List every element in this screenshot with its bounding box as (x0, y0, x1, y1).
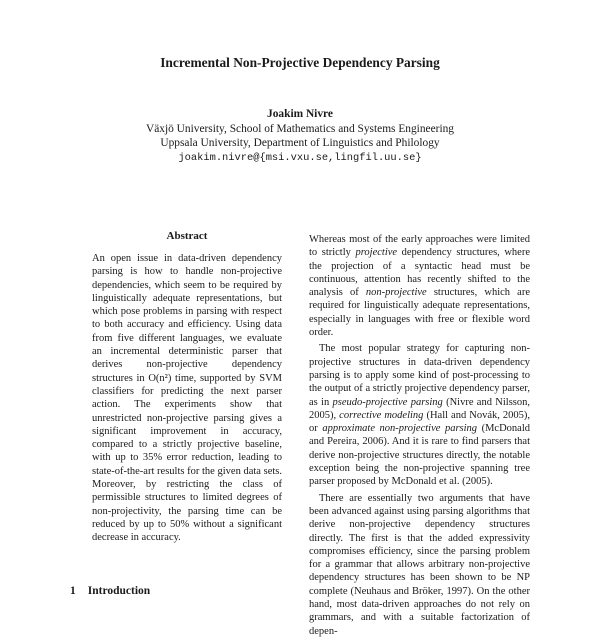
text-run: Whereas most of the early approaches were limited to strictly (309, 234, 530, 259)
paper-title: Incremental Non-Projective Dependency Parsing (160, 55, 440, 70)
intro-paragraph-2 (309, 342, 530, 488)
text-run: (McDonald and Pereira, 2006). And it is rare to find parsers that derive non-projective structures directly, the notable exception being the non-projective spanning tree parser proposed by McDonald et al. (2005). (309, 423, 531, 488)
text-run: dependency structures, where the projection of a syntactic head must be continuous, attention has recently shifted to the analysis of (309, 247, 530, 299)
emphasis: corrective modeling (339, 409, 424, 421)
text-run: (Nivre and Nilsson, 2005), (309, 396, 530, 421)
section-number: 1 (70, 585, 76, 597)
emphasis: projective (355, 247, 398, 259)
author-affiliation-1: Växjö University, School of Mathematics and Systems Engineering (145, 122, 455, 135)
text-run: (Hall and Novák, 2005), or (309, 409, 531, 435)
abstract-column (92, 252, 282, 545)
author-name: Joakim Nivre (267, 108, 333, 120)
abstract-text: An open issue in data-driven dependency parsing is how to handle non-projective dependencies, which seem to be required by linguistically adequate representations, but which pose problems in parsing with respect to both accuracy and efficiency. Using data from five different languages, we evaluate an incremental deterministic parser that derives non-projective dependency structures in O(n²) time, supported by SVM classifiers for predicting the next parser action. The experiments show that unrestricted non-projective parsing gives a significant improvement in accuracy, compared to a strictly projective baseline, with up to 35% error reduction, leading to state-of-the-art results for the given data sets. Moreover, by restricting the class of permissible structures to limited degrees of non-projectivity, the parsing time can be reduced by up to 50% without a significant decrease in accuracy. (92, 253, 282, 544)
author-email: joakim.nivre@{msi.vxu.se,lingfil.uu.se} (178, 151, 422, 164)
intro-paragraph-1 (309, 233, 530, 339)
text-run: The most popular strategy for capturing non-projective structures in data-driven dependency parsing is to apply some kind of post-processing to the output of a strictly projective dependency parser, as in (309, 343, 530, 408)
intro-paragraph-3: There are essentially two arguments that have been advanced against using parsing algorithms that derive non-projective dependency structures directly. The first is that the added expressivity compromises efficiency, since the parsing problem for a grammar that allows arbitrary non-projective dependency structures has been shown to be NP complete (Neuhaus and Bröker, 1997). On the other hand, most data-driven approaches do not rely on grammars, and with a suitable factorization of depen- (309, 492, 530, 637)
abstract-heading: Abstract (166, 230, 208, 242)
right-column (309, 233, 530, 638)
emphasis: non-projective (365, 287, 427, 299)
author-affiliation-2: Uppsala University, Department of Linguistics and Philology (160, 137, 440, 150)
emphasis: pseudo-projective parsing (332, 396, 443, 408)
author-block (0, 107, 600, 165)
section-title: Introduction (87, 585, 151, 597)
section-heading (70, 585, 150, 597)
text-run: structures, which are required for linguistically adequate representations, especially in languages with free or flexible word order. (309, 287, 530, 339)
emphasis: approximate non-projective parsing (322, 423, 478, 435)
